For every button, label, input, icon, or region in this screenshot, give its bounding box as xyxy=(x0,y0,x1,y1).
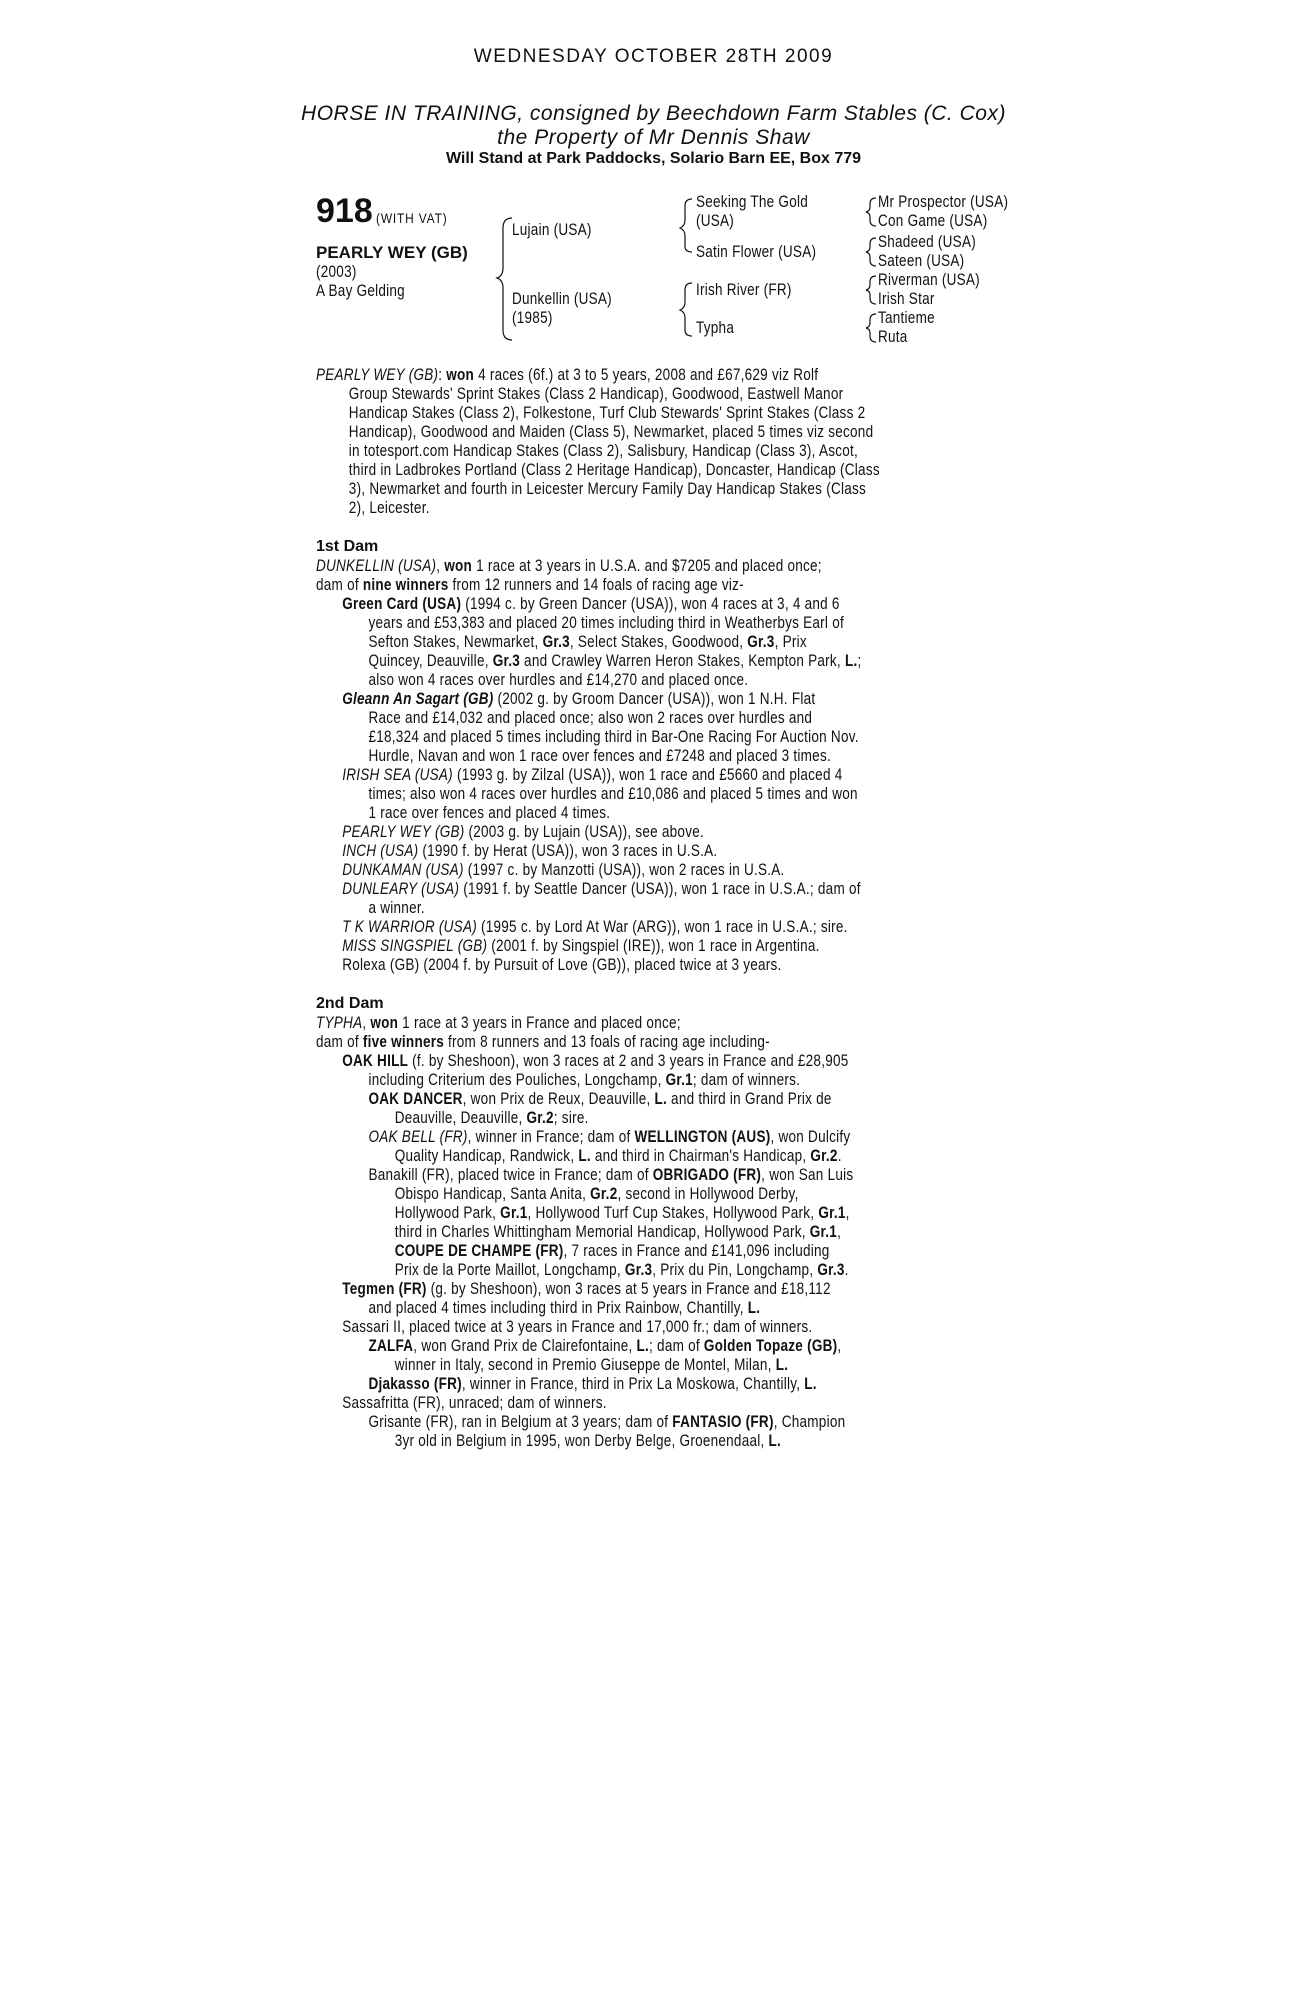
pedigree-sire-dam: Satin Flower (USA) xyxy=(696,243,817,261)
property-line: the Property of Mr Dennis Shaw xyxy=(497,126,810,149)
pedigree-dam: Dunkellin (USA) xyxy=(512,290,612,308)
pedigree-sire-sire-country: (USA) xyxy=(696,212,735,230)
pedigree-dam-dam: Typha xyxy=(696,319,735,337)
pedigree-braces xyxy=(0,0,1307,360)
lot-number: 918 xyxy=(316,192,373,230)
second-dam-heading: 2nd Dam xyxy=(316,995,384,1012)
consignor-line: HORSE IN TRAINING, consigned by Beechdown Farm Stables (C. Cox) xyxy=(301,102,1006,125)
horse-name: PEARLY WEY (GB) xyxy=(316,243,468,262)
vat-note: (WITH VAT) xyxy=(376,210,448,226)
first-dam-heading: 1st Dam xyxy=(316,538,379,555)
pedigree-gen3-2: Con Game (USA) xyxy=(878,212,988,230)
stand-location: Will Stand at Park Paddocks, Solario Barn EE, Box 779 xyxy=(445,150,862,167)
pedigree-gen3-3: Shadeed (USA) xyxy=(878,233,976,251)
pedigree-gen3-7: Tantieme xyxy=(878,309,935,327)
pedigree-dam-year: (1985) xyxy=(512,309,553,327)
sale-date: WEDNESDAY OCTOBER 28TH 2009 xyxy=(473,46,834,67)
horse-description: A Bay Gelding xyxy=(316,282,405,300)
first-dam-section: DUNKELLIN (USA), won 1 race at 3 years in U.S.A. and $7205 and placed once; dam of nine winners from 12 runners and 14 foals of racing age viz- Green Card (USA) (1994 c. by Green Dancer (USA)), won 4 races at 3, 4 and 6 years and £53,383 and placed 20 times including third in Weatherbys Earl of Sefton Stakes, Newmarket, Gr.3, Select Stakes, Goodwood, Gr.3, Prix Quincey, Deauville, Gr.3 and Crawley Warren Heron Stakes, Kempton Park, L.; also won 4 races over hurdles and £14,270 and placed once. Gleann An Sagart (GB) (2002 g. by Groom Dancer (USA)), won 1 N.H. Flat Race and £14,032 and placed once; also won 2 races over hurdles and £18,324 and placed 5 times including third in Bar-One Racing For Auction Nov. Hurdle, Navan and won 1 race over fences and £7248 and placed 3 times. IRISH SEA (USA) (1993 g. by Zilzal (USA)), won 1 race and £5660 and placed 4 times; also won 4 races over hurdles and £10,086 and placed 5 times and won 1 race over fences and placed 4 times. PEARLY WEY (GB) (2003 g. by Lujain (USA)), see above. INCH (USA) (1990 f. by Herat (USA)), won 3 races in U.S.A. DUNKAMAN (USA) (1997 c. by Manzotti (USA)), won 2 races in U.S.A. DUNLEARY (USA) (1991 f. by Seattle Dancer (USA)), won 1 race in U.S.A.; dam of a winner. T K WARRIOR (USA) (1995 c. by Lord At War (ARG)), won 1 race in U.S.A.; sire. MISS SINGSPIEL (GB) (2001 f. by Singspiel (IRE)), won 1 race in Argentina. Rolexa (GB) (2004 f. by Pursuit of Love (GB)), placed twice at 3 years. xyxy=(316,557,862,974)
pedigree-gen3-4: Sateen (USA) xyxy=(878,252,965,270)
pedigree-gen3-6: Irish Star xyxy=(878,290,935,308)
pedigree-gen3-5: Riverman (USA) xyxy=(878,271,980,289)
horse-year: (2003) xyxy=(316,263,357,281)
pedigree-gen3-1: Mr Prospector (USA) xyxy=(878,193,1009,211)
race-record-name: PEARLY WEY (GB) xyxy=(316,366,439,384)
second-dam-section: TYPHA, won 1 race at 3 years in France and placed once; dam of five winners from 8 runners and 13 foals of racing age including- OAK HILL (f. by Sheshoon), won 3 races at 2 and 3 years in France and £28,905 including Criterium des Pouliches, Longchamp, Gr.1; dam of winners. OAK DANCER, won Prix de Reux, Deauville, L. and third in Grand Prix de Deauville, Deauville, Gr.2; sire. OAK BELL (FR), winner in France; dam of WELLINGTON (AUS), won Dulcify Quality Handicap, Randwick, L. and third in Chairman's Handicap, Gr.2. Banakill (FR), placed twice in France; dam of OBRIGADO (FR), won San Luis Obispo Handicap, Santa Anita, Gr.2, second in Hollywood Derby, Hollywood Park, Gr.1, Hollywood Turf Cup Stakes, Hollywood Park, Gr.1, third in Charles Whittingham Memorial Handicap, Hollywood Park, Gr.1, COUPE DE CHAMPE (FR), 7 races in France and £141,096 including Prix de la Porte Maillot, Longchamp, Gr.3, Prix du Pin, Longchamp, Gr.3. Tegmen (FR) (g. by Sheshoon), won 3 races at 5 years in France and £18,112 and placed 4 times including third in Prix Rainbow, Chantilly, L. Sassari II, placed twice at 3 years in France and 17,000 fr.; dam of winners. ZALFA, won Grand Prix de Clairefontaine, L.; dam of Golden Topaze (GB), winner in Italy, second in Premio Giuseppe de Montel, Milan, L. Djakasso (FR), winner in France, third in Prix La Moskowa, Chantilly, L. Sassafritta (FR), unraced; dam of winners. Grisante (FR), ran in Belgium at 3 years; dam of FANTASIO (FR), Champion 3yr old in Belgium in 1995, won Derby Belge, Groenendaal, L. xyxy=(316,1014,854,1450)
pedigree-sire: Lujain (USA) xyxy=(512,221,592,239)
pedigree-dam-sire: Irish River (FR) xyxy=(696,281,792,299)
pedigree-gen3-8: Ruta xyxy=(878,328,908,346)
race-record: PEARLY WEY (GB): won 4 races (6f.) at 3 to 5 years, 2008 and £67,629 viz Rolf Group Stewards' Sprint Stakes (Class 2 Handicap), Goodwood, Eastwell Manor Handicap Stakes (Class 2), Folkestone, Turf Club Stewards' Sprint Stakes (Class 2 Handicap), Goodwood and Maiden (Class 5), Newmarket, placed 5 times viz second in totesport.com Handicap Stakes (Class 2), Salisbury, Handicap (Class 3), Ascot, third in Ladbrokes Portland (Class 2 Heritage Handicap), Doncaster, Handicap (Class 3), Newmarket and fourth in Leicester Mercury Family Day Handicap Stakes (Class 2), Leicester. xyxy=(316,366,880,517)
pedigree-sire-sire: Seeking The Gold xyxy=(696,193,809,211)
